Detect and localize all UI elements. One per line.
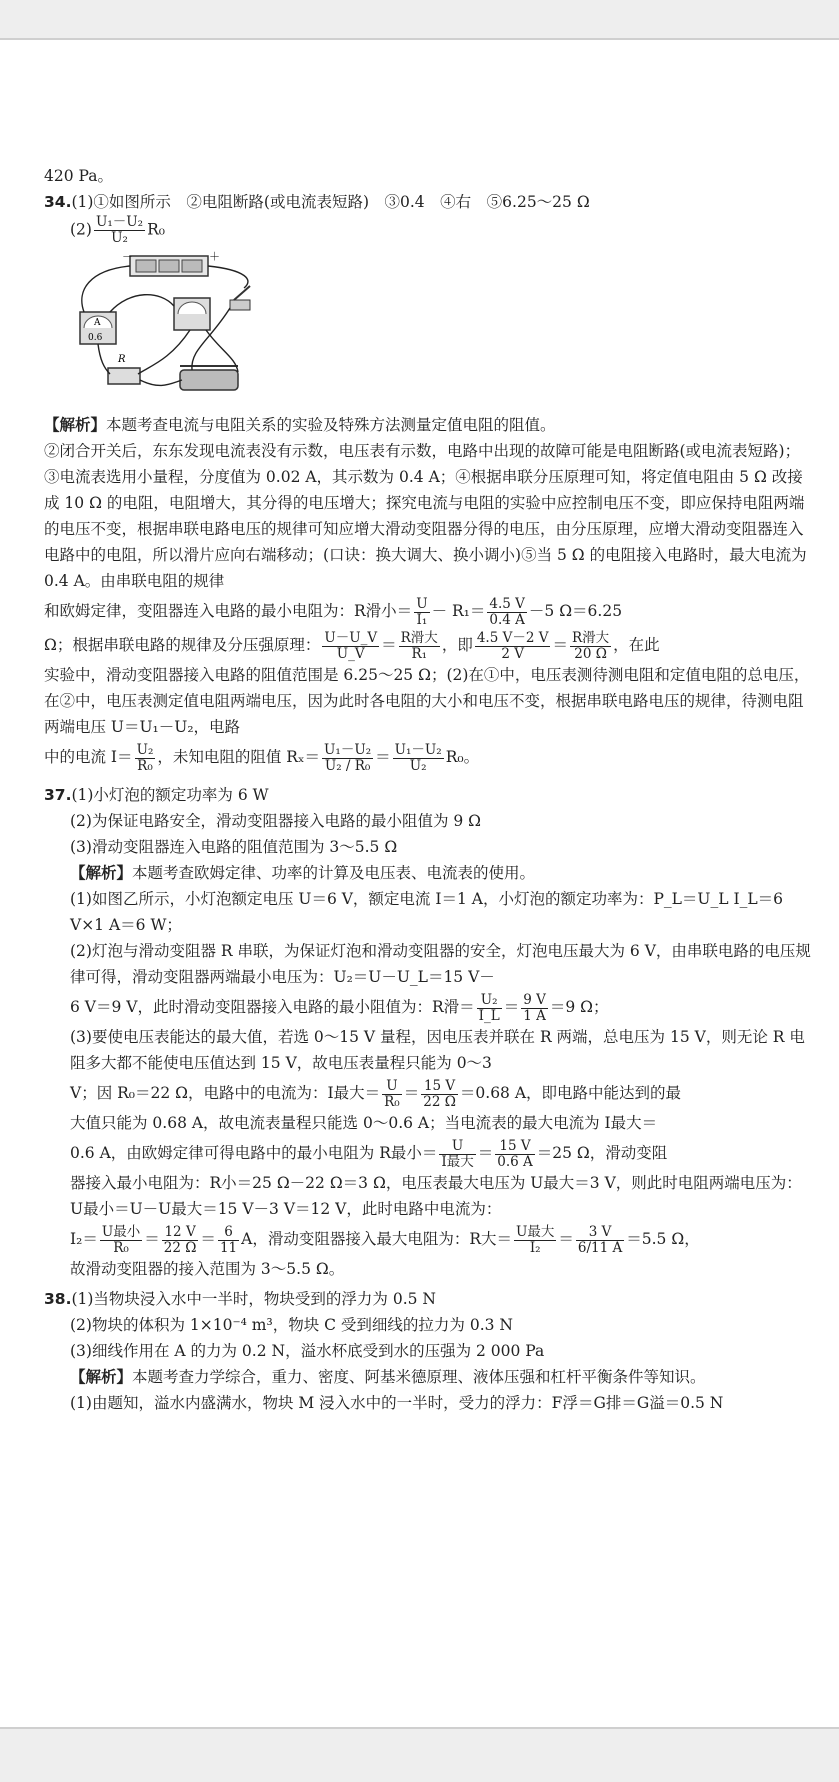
fraction: $\frac{\text{U₂}}{\text{R₀}}$ [136,741,154,774]
q37-answer-3: (3)滑动变阻器连入电路的阻值范围为 3～5.5 Ω [70,838,398,856]
fraction: $\frac{\text{U₁－U₂}}{\text{U₂ / R₀}}$ [324,741,372,774]
q37-step-3e: 器接入最小电阻为：R小＝25 Ω－22 Ω＝3 Ω，电压表最大电压为 U最大＝3 V，则此时电阻两端电压为：U最小＝U－U最大＝15 V－3 V＝12 V，此时电路中电流为： [70,1174,802,1218]
fraction: $\frac{U}{\text{I₁}}$ [416,595,428,628]
q34-analysis-body-2: 实验中，滑动变阻器接入电路的阻值范围是 6.25～25 Ω；(2)在①中，电压表测待测电阻和定值电阻的总电压，在②中，电压表测定值电阻两端电压，因为此时各电阻的大小和电压不变，根据串联电路电压的规律，待测电阻两端电压 U＝U₁－U₂，电路 [44,666,810,736]
fraction: $\frac{U}{\text{R₀}}$ [384,1077,400,1110]
fraction: $\frac{3 V}{6/11 A}$ [577,1223,623,1256]
q34-formula-line-1: 和欧姆定律，变阻器连入电路的最小电阻为：R滑小＝ $\frac{U}{\text{I₁}}$ － R₁＝ $\frac{4.5 V}{0.4 A}$ －5 Ω＝6.25 [44,595,623,628]
q37-step-3c: 大值只能为 0.68 A，故电流表量程只能选 0～0.6 A；当电流表的最大电流为 I最大＝ [70,1114,658,1132]
q34-answer-1: 34.(1)①如图所示 ②电阻断路(或电流表短路) ③0.4 ④右 ⑤6.25～25 Ω [44,193,590,211]
fraction: $\frac{4.5 V}{0.4 A}$ [489,595,525,628]
q37-step-1: (1)如图乙所示，小灯泡额定电压 U＝6 V，额定电流 I＝1 A，小灯泡的额定功率为：P_L＝U_L I_L＝6 V×1 A＝6 W； [70,890,783,934]
fraction: $\frac{\text{U₂}}{I\_L}$ [478,991,500,1024]
analysis-tag: 【解析】 [70,863,133,882]
fraction: $\frac{9 V}{1 A}$ [523,991,546,1024]
circuit-diagram-image [70,250,254,408]
fraction: $\frac{12 V}{22 \Omega}$ [163,1223,197,1256]
q38-answer-2: (2)物块的体积为 1×10⁻⁴ m³，物块 C 受到细线的拉力为 0.3 N [70,1316,513,1334]
q34-analysis-body: ②闭合开关后，东东发现电流表没有示数，电压表有示数，电路中出现的故障可能是电阻断路(或电流表短路)；③电流表选用小量程，分度值为 0.02 A，其示数为 0.4 A；④根据串联分压原理可知，将定值电阻由 5 Ω 改接成 10 Ω 的电阻，电阻增大，其分得的电压增大；探究电流与电阻的实验中应控制电压不变，即应保持电阻两端的电压不变，根据串联电路电压的规律可知应增大滑动变阻器分得的电压，由分压原理，应增大滑动变阻器连入电路中的电阻，所以滑片应向右端移动；(口诀：换大调大、换小调小)⑤当 5 Ω 的电阻接入电路时，最大电流为 0.4 A。由串联电阻的规律 [44,442,807,590]
q38-answer-3: (3)细线作用在 A 的力为 0.2 N，溢水杯底受到水的压强为 2 000 Pa [70,1342,545,1360]
q37-formula-4: I₂＝ $\frac{\text{U最小}}{\text{R₀}}$ ＝ $\frac{12 V}{22 \Omega}$ ＝ $\frac{6}{11}$ A，滑动变阻器接入最大电阻为：R大＝ $\frac{\text{U最大}}{\text{I₂}}$ ＝ $\frac{3 V}{6/11 A}$ ＝5.5 Ω， [70,1223,700,1256]
document-page [0,38,839,1727]
analysis-tag: 【解析】 [70,1367,133,1386]
fraction: $\frac{\text{U₁－U₂}}{\text{U₂}}$ [394,741,442,774]
fraction: $\frac{\text{U最大}}{\text{I₂}}$ [516,1223,555,1256]
fraction: $\frac{15 V}{22 \Omega}$ [423,1077,456,1110]
viewer-bottom-bar [0,1727,839,1782]
q37-analysis-intro: 【解析】本题考查欧姆定律、功率的计算及电压表、电流表的使用。 [70,863,536,882]
q34-formula-line-2: Ω；根据串联电路的规律及分压强原理： $\frac{U-U\_V}{U\_V}$ ＝ $\frac{\text{R滑大}}{\text{R₁}}$ ，即 $\frac{4.5 V-2 V}{2 V}$ ＝ $\frac{\text{R滑大}}{20 \Omega}$ ，在此 [44,629,660,662]
prev-answer-tail: 420 Pa。 [44,167,113,185]
fraction: $\frac{\text{R滑大}}{20 \Omega}$ [571,629,610,662]
fraction: $\frac{U-U\_V}{U\_V}$ [324,629,378,662]
fraction: $\frac{\text{U最小}}{\text{R₀}}$ [101,1223,141,1256]
q34-analysis-intro: 【解析】本题考查电流与电阻关系的实验及特殊方法测量定值电阻的阻值。 [44,415,556,434]
fraction: $\frac{\text{R滑大}}{\text{R₁}}$ [400,629,438,662]
fraction: $\frac{4.5 V-2 V}{2 V}$ [476,629,549,662]
fraction: $\frac{U}{\text{I最大}}$ [441,1137,474,1170]
question-number: 37. [44,786,72,804]
q37-formula-2: V；因 R₀＝22 Ω，电路中的电流为：I最大＝ $\frac{U}{\text{R₀}}$ ＝ $\frac{15 V}{22 \Omega}$ ＝0.68 A，即电路中能达到的最 [70,1077,682,1110]
q37-formula-1: 6 V＝9 V，此时滑动变阻器接入电路的最小阻值为：R滑＝ $\frac{\text{U₂}}{I\_L}$ ＝ $\frac{9 V}{1 A}$ ＝9 Ω； [70,991,609,1024]
q37-step-3: (3)要使电压表能达的最大值，若选 0～15 V 量程，因电压表并联在 R 两端，总电压为 15 V，则无论 R 电阻多大都不能使电压值达到 15 V，故电压表量程只能为 0～3 [70,1028,805,1072]
q37-answer-2: (2)为保证电路安全，滑动变阻器接入电路的最小阻值为 9 Ω [70,812,482,830]
analysis-tag: 【解析】 [44,415,107,434]
q37-formula-3: 0.6 A，由欧姆定律可得电路中的最小电阻为 R最小＝ $\frac{U}{\text{I最大}}$ ＝ $\frac{15 V}{0.6 A}$ ＝25 Ω，滑动变阻 [70,1137,668,1170]
question-number: 38. [44,1290,72,1308]
q37-step-2: (2)灯泡与滑动变阻器 R 串联，为保证灯泡和滑动变阻器的安全，灯泡电压最大为 6 V，由串联电路的电压规律可得，滑动变阻器两端最小电压为：U₂＝U－U_L＝15 V－ [70,942,811,986]
q37-conclusion: 故滑动变阻器的接入范围为 3～5.5 Ω。 [70,1260,345,1278]
q37-answer-1: 37.(1)小灯泡的额定功率为 6 W [44,786,269,804]
ammeter-label: A [94,318,101,328]
minus-label: － [122,250,133,263]
fraction: $\frac{6}{11}$ [219,1223,238,1256]
viewer-top-bar [0,0,839,40]
q38-step-1: (1)由题知，溢水内盛满水，物块 M 浸入水中的一半时，受力的浮力：F浮＝G排＝G溢＝0.5 N [70,1394,724,1412]
q34-answer-2: (2) $\frac{\text{U₁－U₂}}{\text{U₂}}$ R₀ [70,214,165,246]
fraction: $\frac{15 V}{0.6 A}$ [497,1137,533,1170]
answer-text [44,163,814,1416]
q38-analysis-intro: 【解析】本题考查力学综合，重力、密度、阿基米德原理、液体压强和杠杆平衡条件等知识。 [70,1367,706,1386]
q38-answer-1: 38.(1)当物块浸入水中一半时，物块受到的浮力为 0.5 N [44,1290,436,1308]
q34-formula-line-3: 中的电流 I＝ $\frac{\text{U₂}}{\text{R₀}}$ ，未知电阻的阻值 Rₓ＝ $\frac{\text{U₁－U₂}}{\text{U₂ / R₀}}$ ＝ $\frac{\text{U₁－U₂}}{\text{U₂}}$ R₀。 [44,741,480,774]
fraction: $\frac{\text{U₁－U₂}}{\text{U₂}}$ [95,214,144,246]
plus-label: ＋ [209,250,220,263]
question-number: 34. [44,193,72,211]
range-label: 0.6 [88,333,103,343]
resistor-label: R [118,354,126,365]
